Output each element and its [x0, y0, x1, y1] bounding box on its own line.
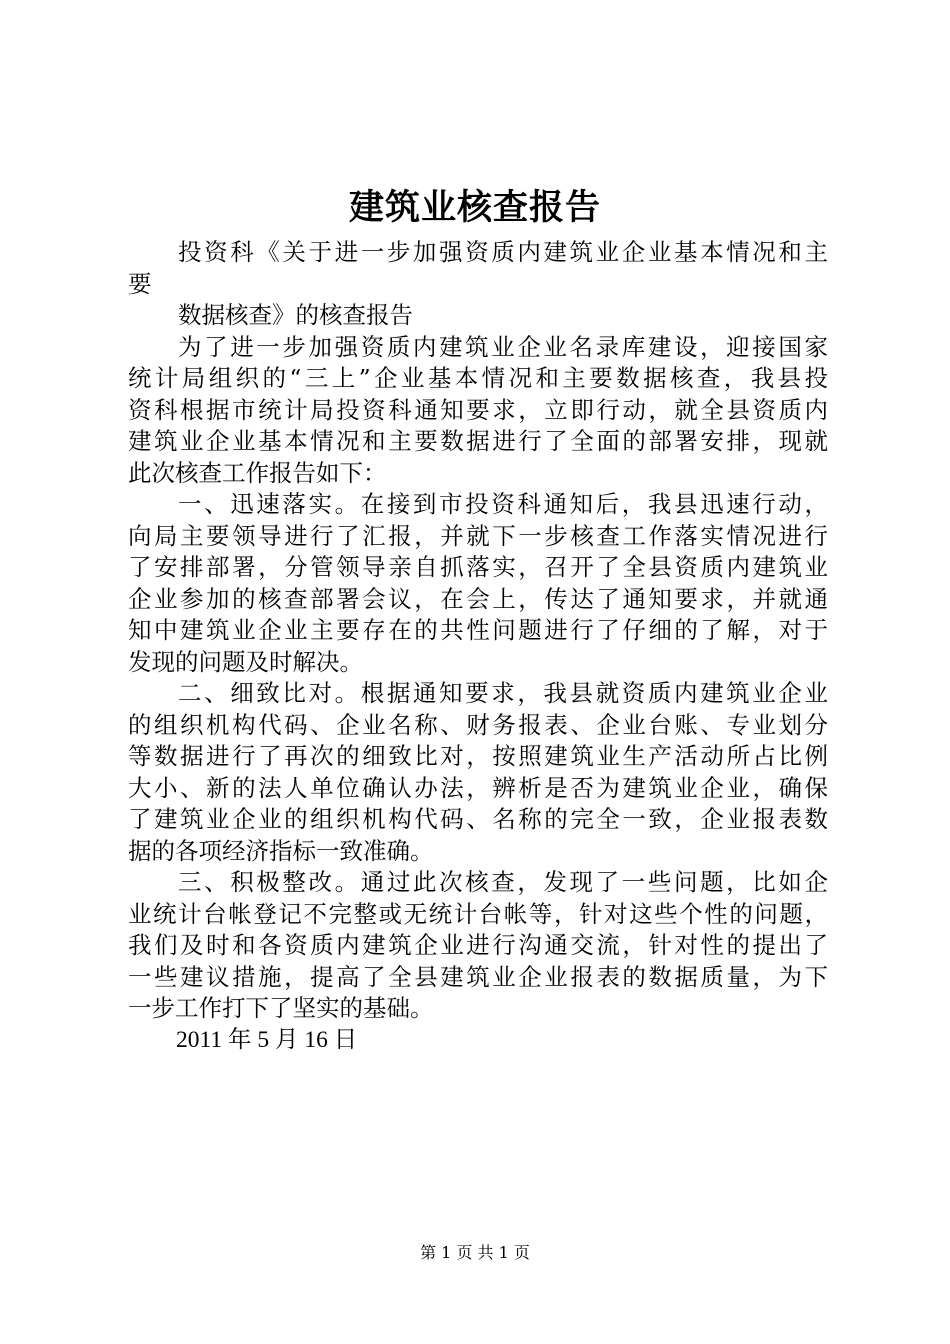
- heading-line: 要: [128, 269, 152, 298]
- heading-line: 数据核查》的核查报告: [178, 301, 413, 329]
- paragraph-line: 了安排部署，分管领导亲自抓落实，召开了全县资质内建筑业: [128, 553, 828, 581]
- paragraph-section-two: [128, 678, 828, 867]
- heading-line: 投资科《关于进一步加强资质内建筑业企业基本情况和主: [178, 238, 828, 266]
- paragraph-line: 企业参加的核查部署会议，在会上，传达了通知要求，并就通: [128, 584, 828, 613]
- paragraph-section-three: [128, 867, 828, 1025]
- paragraph-line: 为了进一步加强资质内建筑业企业名录库建设，迎接国家: [178, 332, 828, 361]
- paragraph-section-one: [128, 489, 828, 678]
- paragraph-line: 资科根据市统计局投资科通知要求，立即行动，就全县资质内: [128, 395, 828, 424]
- paragraph-line: 一、迅速落实。在接到市投资科通知后，我县迅速行动，: [178, 490, 828, 518]
- document-title: 建筑业核查报告: [348, 187, 601, 228]
- paragraph-line: 了建筑业企业的组织机构代码、名称的完全一致，企业报表数: [128, 805, 828, 833]
- paragraph-line: 三、积极整改。通过此次核查，发现了一些问题，比如企: [178, 868, 828, 896]
- paragraph-line: 等数据进行了再次的细致比对，按照建筑业生产活动所占比例: [128, 742, 828, 770]
- paragraph-line: 统计局组织的“三上”企业基本情况和主要数据核查，我县投: [128, 364, 828, 392]
- paragraph-line: 一些建议措施，提高了全县建筑业企业报表的数据质量，为下: [128, 962, 828, 991]
- paragraph-intro: [128, 332, 828, 490]
- paragraph-line: 向局主要领导进行了汇报，并就下一步核查工作落实情况进行: [128, 521, 828, 550]
- paragraph-line: 大小、新的法人单位确认办法，辨析是否为建筑业企业，确保: [128, 773, 828, 802]
- document-body: [128, 237, 828, 1056]
- paragraph-line: 我们及时和各资质内建筑企业进行沟通交流，针对性的提出了: [128, 931, 828, 959]
- paragraph-line: 业统计台帐登记不完整或无统计台帐等，针对这些个性的问题，: [128, 899, 828, 928]
- paragraph-line: 据的各项经济指标一致准确。: [128, 836, 434, 865]
- page-number-footer: 第 1 页 共 1 页: [420, 1243, 530, 1262]
- paragraph-line: 知中建筑业企业主要存在的共性问题进行了仔细的了解，对于: [128, 616, 828, 644]
- paragraph-line: 一步工作打下了坚实的基础。: [128, 994, 434, 1022]
- paragraph-line: 二、细致比对。根据通知要求，我县就资质内建筑业企业: [178, 679, 828, 707]
- document-date: 2011 年 5 月 16 日: [176, 1026, 358, 1053]
- paragraph-line: 发现的问题及时解决。: [128, 647, 363, 676]
- paragraph-line: 的组织机构代码、企业名称、财务报表、企业台账、专业划分: [128, 710, 828, 739]
- paragraph-line: 建筑业企业基本情况和主要数据进行了全面的部署安排，现就: [128, 427, 828, 455]
- paragraph-line: 此次核查工作报告如下：: [128, 458, 387, 487]
